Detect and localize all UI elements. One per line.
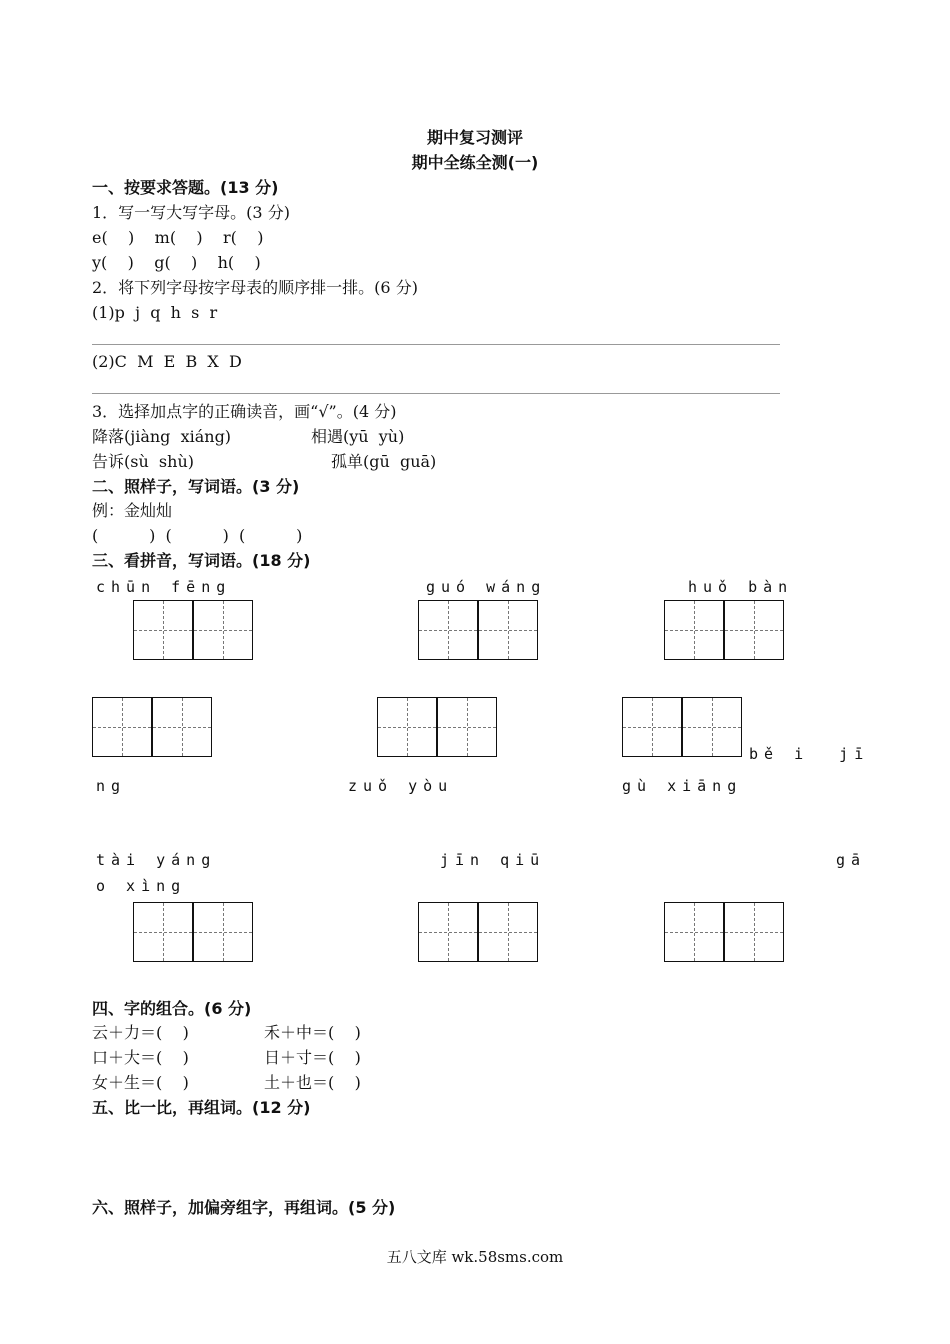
pinyin-3: huǒ bàn [688, 578, 794, 596]
writing-box [622, 697, 682, 757]
section-2-heading: 二、照样子，写词语。(3 分) [92, 477, 300, 496]
combine-item: 禾＋中＝( ) [264, 1023, 361, 1042]
writing-box [193, 600, 253, 660]
writing-box [724, 902, 784, 962]
section-5-heading: 五、比一比，再组词。(12 分) [92, 1098, 311, 1117]
pinyin-9-part-2: o xìng [96, 877, 187, 895]
question-2-letters-1: (1)p j q h s r [92, 303, 218, 322]
section-2-blanks: ( ) ( ) ( ) [92, 526, 303, 545]
section-3-heading: 三、看拼音，写词语。(18 分) [92, 551, 311, 570]
pinyin-6: gù xiāng [622, 777, 743, 795]
writing-box [193, 902, 253, 962]
question-1-row-2: y( ) g( ) h( ) [92, 253, 261, 272]
writing-box [682, 697, 742, 757]
pinyin-4-part-2: ng [96, 777, 127, 795]
footer-watermark: 五八文库 wk.58sms.com [386, 1248, 564, 1266]
writing-box [478, 902, 538, 962]
section-2-example: 例：金灿灿 [92, 501, 173, 520]
question-2-letters-2: (2)C M E B X D [92, 352, 242, 371]
writing-box [152, 697, 212, 757]
combine-item: 女＋生＝( ) [92, 1073, 189, 1092]
writing-box [478, 600, 538, 660]
pinyin-7: tài yáng [96, 851, 217, 869]
section-6-heading: 六、照样子，加偏旁组字，再组词。(5 分) [92, 1198, 396, 1217]
pinyin-8: jīn qiū [440, 851, 546, 869]
section-4-heading: 四、字的组合。(6 分) [92, 999, 252, 1018]
pinyin-4-part-1: bě i jī [749, 745, 870, 763]
writing-box [92, 697, 152, 757]
writing-box [724, 600, 784, 660]
combine-item: 土＋也＝( ) [264, 1073, 361, 1092]
question-1: 1．写一写大写字母。(3 分) [92, 203, 290, 222]
writing-box [664, 902, 724, 962]
page-title: 期中复习测评 [426, 128, 523, 147]
answer-line-1 [92, 344, 780, 345]
writing-box [418, 902, 478, 962]
pinyin-1: chūn fēng [96, 578, 232, 596]
writing-box [664, 600, 724, 660]
section-1-heading: 一、按要求答题。(13 分) [92, 178, 279, 197]
writing-box [377, 697, 437, 757]
answer-line-2 [92, 393, 780, 394]
question-3-item-1: 降落(jiàng xiáng) [92, 427, 232, 446]
question-1-row-1: e( ) m( ) r( ) [92, 228, 264, 247]
combine-item: 口＋大＝( ) [92, 1048, 189, 1067]
question-3-item-2: 相遇(yū yù) [311, 427, 405, 446]
pinyin-9-part-1: gā [836, 851, 867, 869]
pinyin-5: zuǒ yòu [348, 777, 454, 795]
question-3: 3．选择加点字的正确读音，画“√”。(4 分) [92, 402, 397, 421]
pinyin-2: guó wáng [426, 578, 547, 596]
page-subtitle: 期中全练全测(一) [411, 153, 539, 172]
question-3-item-4: 孤单(gū guā) [331, 452, 437, 471]
writing-box [437, 697, 497, 757]
question-2: 2．将下列字母按字母表的顺序排一排。(6 分) [92, 278, 418, 297]
writing-box [133, 600, 193, 660]
combine-item: 日＋寸＝( ) [264, 1048, 361, 1067]
writing-box [133, 902, 193, 962]
question-3-item-3: 告诉(sù shù) [92, 452, 194, 471]
combine-item: 云＋力＝( ) [92, 1023, 189, 1042]
writing-box [418, 600, 478, 660]
